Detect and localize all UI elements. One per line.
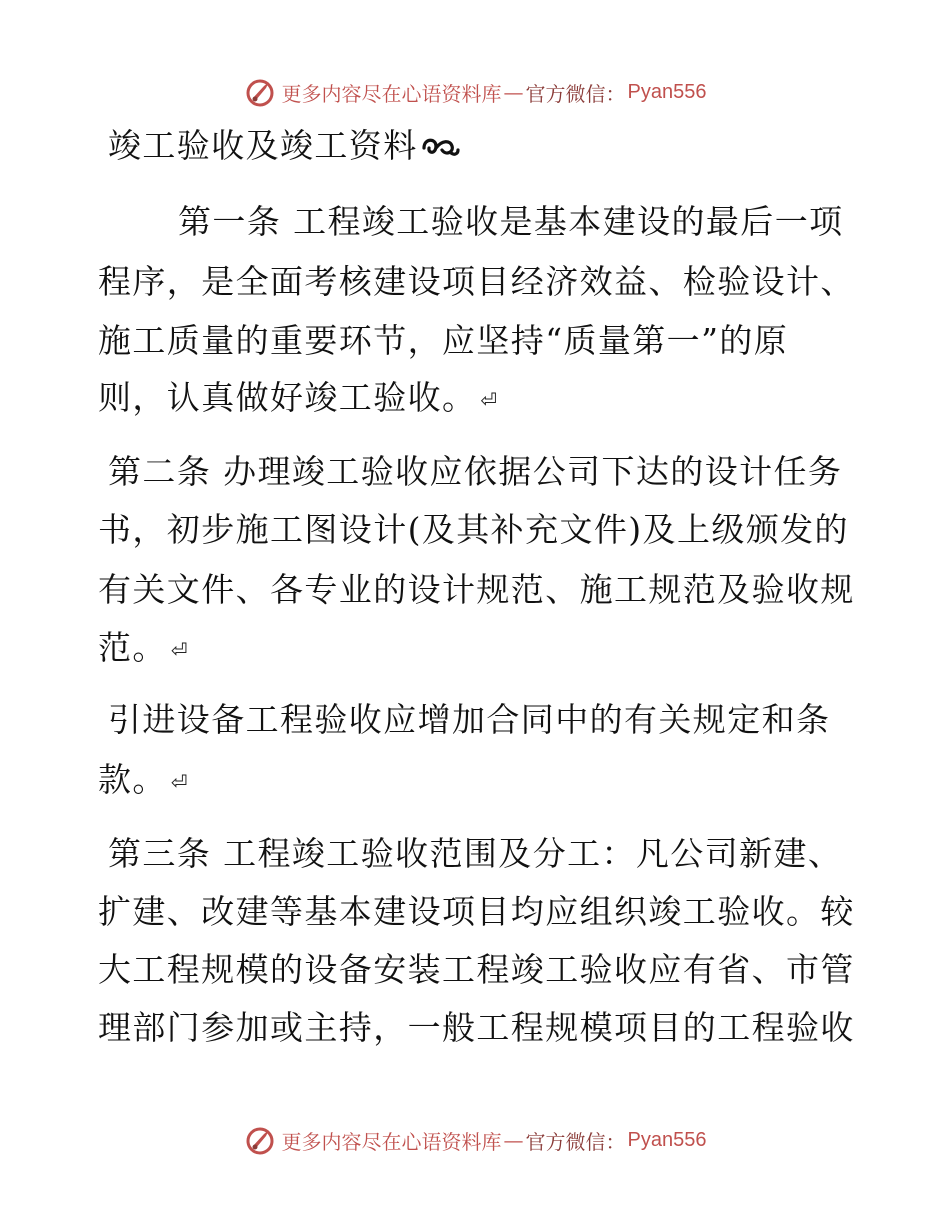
p3-line-2-wrap [98, 760, 189, 802]
p4-line-2: 扩建、改建等基本建设项目均应组织竣工验收。较 [98, 892, 855, 931]
banner-official-label: 官方微信： [525, 1129, 626, 1154]
p1-line-3: 施工质量的重要环节，应坚持“质量第一”的原 [98, 321, 789, 360]
header-banner [0, 72, 950, 112]
p1-line-2: 程序，是全面考核建设项目经济效益、检验设计、 [98, 262, 855, 301]
p4-line-1: 第三条 工程竣工验收范围及分工：凡公司新建、 [108, 834, 843, 873]
p2-line-4: 范。 [98, 628, 167, 667]
brand-logo-icon [244, 1124, 276, 1156]
p3-line-2: 款。 [98, 760, 167, 799]
ornament-icon [420, 134, 460, 162]
p4-line-4: 理部门参加或主持，一般工程规模项目的工程验收 [98, 1008, 855, 1047]
p4-line-3: 大工程规模的设备安装工程竣工验收应有省、市管 [98, 950, 855, 989]
paragraph-mark-icon: ⏎ [170, 770, 189, 794]
p2-line-1: 第二条 办理竣工验收应依据公司下达的设计任务 [108, 452, 843, 491]
document-title-line [108, 126, 460, 166]
p1-line-4-wrap [98, 378, 499, 420]
p2-line-4-wrap [98, 628, 189, 670]
banner-red-text: 更多内容尽在心语资料库 [281, 1129, 502, 1154]
footer-banner [0, 1120, 950, 1160]
p3-line-1: 引进设备工程验收应增加合同中的有关规定和条 [108, 700, 831, 739]
banner-dash: — [503, 1128, 524, 1152]
brand-logo-icon [244, 76, 276, 108]
banner-wechat-handle: Pyan556 [627, 80, 707, 103]
banner-red-text: 更多内容尽在心语资料库 [281, 81, 502, 106]
banner-wechat-handle: Pyan556 [627, 1128, 707, 1151]
document-title: 竣工验收及竣工资料 [108, 126, 418, 165]
paragraph-mark-icon: ⏎ [480, 388, 499, 412]
p2-line-2: 书，初步施工图设计(及其补充文件)及上级颁发的 [98, 510, 849, 549]
p1-line-1: 第一条 工程竣工验收是基本建设的最后一项 [178, 202, 844, 241]
paragraph-mark-icon: ⏎ [170, 638, 189, 662]
banner-dash: — [503, 80, 524, 104]
p2-line-3: 有关文件、各专业的设计规范、施工规范及验收规 [98, 570, 855, 609]
banner-official-label: 官方微信： [525, 81, 626, 106]
p1-line-4: 则，认真做好竣工验收。 [98, 378, 477, 417]
